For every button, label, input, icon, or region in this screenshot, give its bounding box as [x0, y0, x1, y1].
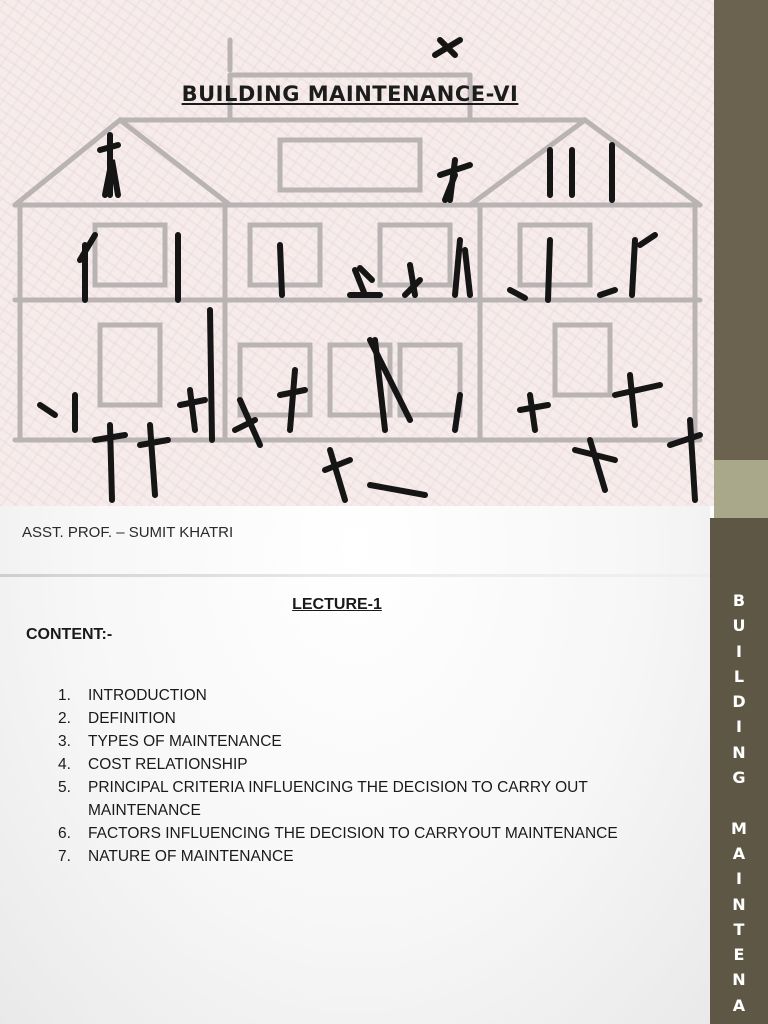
- building-sketch: [0, 0, 714, 506]
- list-item: [58, 730, 618, 753]
- lecture-heading: LECTURE-1: [292, 596, 382, 613]
- side-letter: E: [733, 945, 745, 965]
- side-letter: G: [732, 768, 746, 788]
- list-text: NATURE OF MAINTENANCE: [88, 848, 294, 865]
- list-text: DEFINITION: [88, 710, 176, 727]
- side-letter: I: [736, 869, 742, 889]
- list-item: [58, 776, 618, 822]
- topic-list: [58, 684, 618, 868]
- list-item: [58, 707, 618, 730]
- side-letter-gap: [736, 790, 742, 815]
- side-letter: A: [732, 843, 746, 863]
- side-letter: B: [732, 591, 746, 610]
- list-number: 5.: [58, 779, 71, 796]
- side-letter: N: [732, 894, 746, 914]
- list-number: 2.: [58, 710, 71, 727]
- side-letter: M: [731, 818, 747, 838]
- list-item: [58, 845, 618, 868]
- list-text: FACTORS INFLUENCING THE DECISION TO CARRYOUT MAINTENANCE: [88, 825, 618, 842]
- list-text: INTRODUCTION: [88, 687, 207, 704]
- author-credit: ASST. PROF. – SUMIT KHATRI: [22, 524, 234, 541]
- list-number: 3.: [58, 733, 71, 750]
- side-letter: I: [736, 717, 742, 737]
- right-accent-block: [714, 460, 768, 518]
- vertical-title-letters: [710, 588, 768, 1018]
- content-label: CONTENT:-: [26, 626, 113, 643]
- list-text: COST RELATIONSHIP: [88, 756, 248, 773]
- building-illustration: [0, 0, 714, 506]
- slide-title: BUILDING MAINTENANCE-VI: [181, 82, 519, 106]
- list-text: TYPES OF MAINTENANCE: [88, 733, 282, 750]
- list-item: [58, 753, 618, 776]
- list-text: PRINCIPAL CRITERIA INFLUENCING THE DECISION TO CARRY OUT MAINTENANCE: [88, 779, 588, 819]
- list-item: [58, 822, 618, 845]
- side-letter: N: [732, 742, 746, 762]
- side-letter: I: [736, 641, 742, 661]
- side-letter: T: [733, 919, 745, 939]
- list-number: 1.: [58, 687, 71, 704]
- side-letter: L: [733, 666, 745, 686]
- list-number: 4.: [58, 756, 71, 773]
- side-letter: D: [732, 692, 746, 712]
- side-letter: A: [732, 995, 746, 1015]
- list-number: 7.: [58, 848, 71, 865]
- list-item: [58, 684, 618, 707]
- divider-shadow: [0, 574, 710, 577]
- side-letter: N: [732, 970, 746, 990]
- list-number: 6.: [58, 825, 71, 842]
- side-letter: U: [732, 616, 746, 636]
